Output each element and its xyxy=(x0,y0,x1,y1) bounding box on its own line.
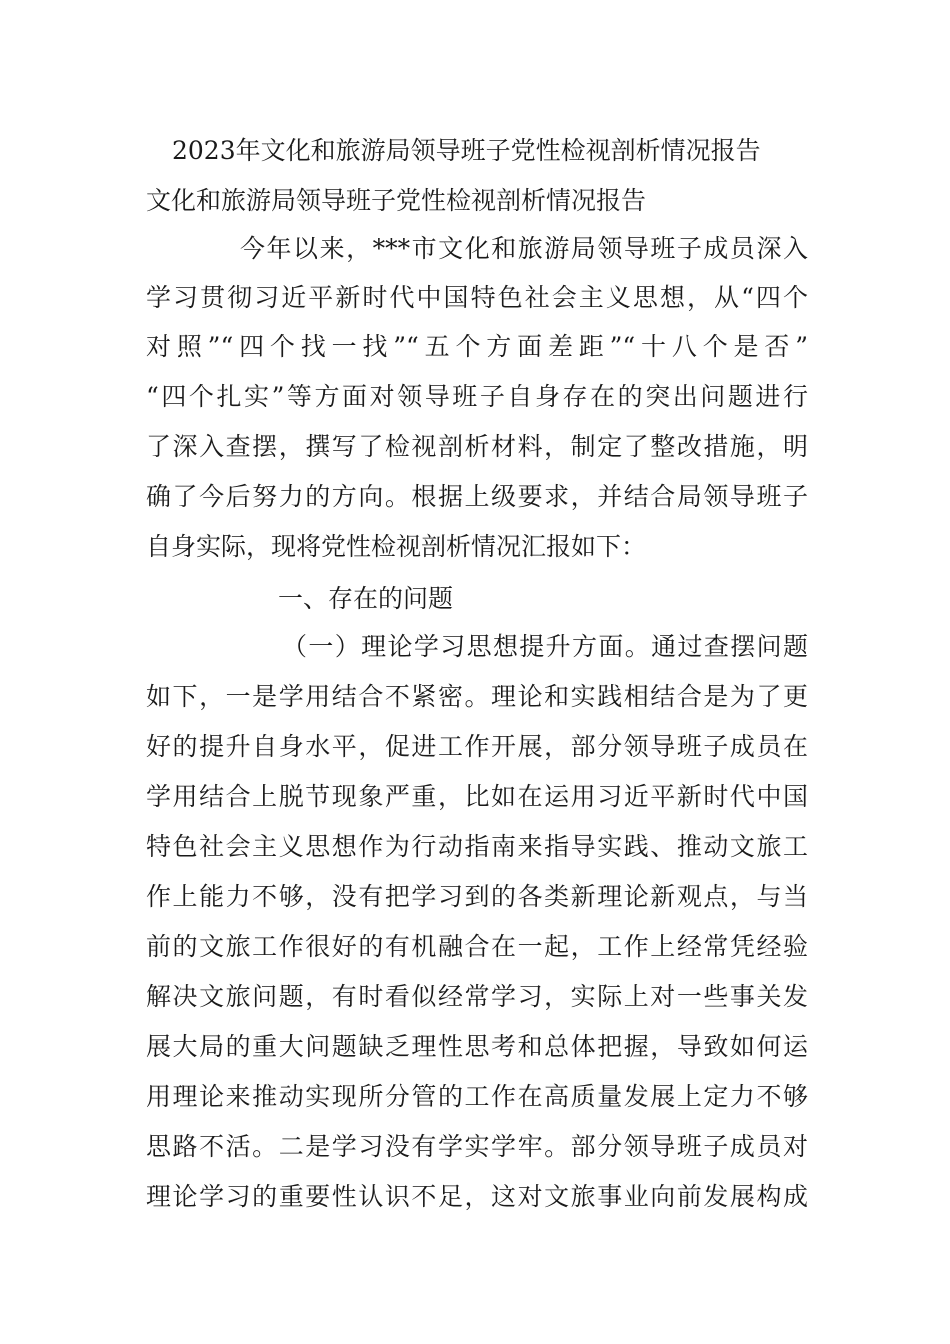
document-title: 2023年文化和旅游局领导班子党性检视剖析情况报告 xyxy=(172,136,761,165)
body-line: 如下，一是学用结合不紧密。理论和实践相结合是为了更 xyxy=(146,682,808,711)
intro-line: 确了今后努力的方向。根据上级要求，并结合局领导班子 xyxy=(146,482,808,511)
intro-line: 自身实际，现将党性检视剖析情况汇报如下： xyxy=(146,532,647,561)
body-line: 解决文旅问题，有时看似经常学习，实际上对一些事关发 xyxy=(146,982,808,1011)
body-line: 思路不活。二是学习没有学实学牢。部分领导班子成员对 xyxy=(146,1132,808,1161)
intro-line: 今年以来，***市文化和旅游局领导班子成员深入 xyxy=(240,234,808,263)
intro-line: 了深入查摆，撰写了检视剖析材料，制定了整改措施，明 xyxy=(146,432,808,461)
intro-line: 学习贯彻习近平新时代中国特色社会主义思想，从“四个 xyxy=(146,283,808,312)
body-line: 展大局的重大问题缺乏理性思考和总体把握，导致如何运 xyxy=(146,1032,808,1061)
body-line: 用理论来推动实现所分管的工作在高质量发展上定力不够 xyxy=(146,1082,808,1111)
section-heading: 一、存在的问题 xyxy=(278,584,454,613)
body-line: 前的文旅工作很好的有机融合在一起，工作上经常凭经验 xyxy=(146,932,808,961)
intro-line: 对照”“四个找一找”“五个方面差距”“十八个是否” xyxy=(146,332,808,361)
body-line: 特色社会主义思想作为行动指南来指导实践、推动文旅工 xyxy=(146,832,808,861)
body-line: （一）理论学习思想提升方面。通过查摆问题 xyxy=(282,632,808,661)
body-line: 好的提升自身水平，促进工作开展，部分领导班子成员在 xyxy=(146,732,808,761)
document-subtitle: 文化和旅游局领导班子党性检视剖析情况报告 xyxy=(146,186,647,215)
body-line: 作上能力不够，没有把学习到的各类新理论新观点，与当 xyxy=(146,882,808,911)
body-line: 学用结合上脱节现象严重，比如在运用习近平新时代中国 xyxy=(146,782,808,811)
body-line: 理论学习的重要性认识不足，这对文旅事业向前发展构成 xyxy=(146,1182,808,1211)
intro-line: “四个扎实”等方面对领导班子自身存在的突出问题进行 xyxy=(146,382,808,411)
